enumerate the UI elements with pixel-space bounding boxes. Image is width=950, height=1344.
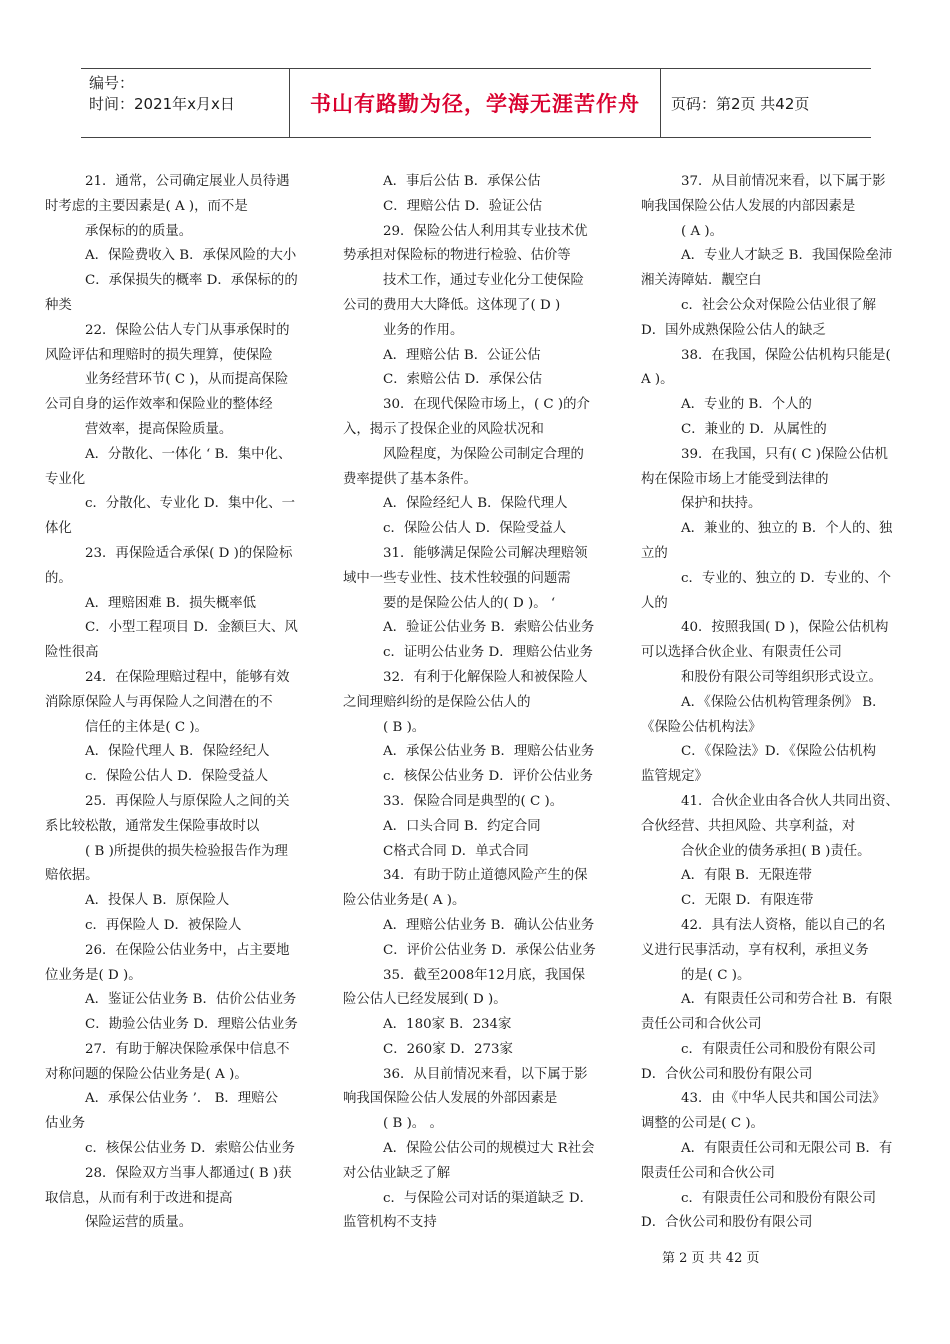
- text-line: A．事后公估 B．承保公估: [383, 174, 541, 189]
- text-line: A．保险经纪人 B．保险代理人: [383, 496, 568, 512]
- text-line: C．评价公估业务 D．承保公估业务: [383, 942, 596, 958]
- text-line: 估业务: [45, 1116, 86, 1132]
- text-line: 21．通常，公司确定展业人员待遇: [85, 174, 290, 189]
- text-line: C．勘验公估业务 D．理赔公估业务: [85, 1017, 298, 1033]
- text-line: A．有限责任公司和劳合社 B．有限: [681, 992, 893, 1008]
- text-line: 种类: [45, 297, 72, 313]
- text-line: 体化: [45, 521, 72, 537]
- text-line: 监管规定》: [641, 769, 708, 785]
- text-line: A．承保公估业务 ’． B．理赔公: [85, 1091, 278, 1107]
- text-line: A．专业的 B．个人的: [681, 397, 812, 413]
- date-label: 时间：2021年x月x日: [89, 95, 235, 113]
- text-line: ( B )。: [383, 719, 426, 735]
- text-line: ( A )。: [681, 223, 724, 239]
- text-line: 业务经营环节( C )，从而提高保险: [85, 372, 289, 388]
- text-line: 时考虑的主要因素是( A )，而不是: [45, 198, 248, 214]
- text-line: 39．在我国，只有( C )保险公估机: [681, 446, 888, 462]
- text-line: c．核保公估业务 D．评价公估业务: [383, 769, 593, 785]
- text-line: 之间理赔纠纷的是保险公估人的: [343, 694, 531, 710]
- text-line: ( B )所提供的损失检验报告作为理: [85, 843, 288, 859]
- text-line: 33．保险合同是典型的( C )。: [383, 793, 564, 809]
- header-motto: 书山有路勤为径，学海无涯苦作舟: [289, 69, 661, 137]
- text-line: A．理赔公估业务 B．确认公估业务: [383, 917, 595, 933]
- text-line: 23．再保险适合承保( D )的保险标: [85, 545, 293, 561]
- text-line: 入，揭示了投保企业的风险状况和: [343, 421, 544, 437]
- text-line: A．有限责任公司和无限公司 B．有: [681, 1141, 893, 1157]
- text-line: 37．从目前情况来看，以下属于影: [681, 174, 886, 189]
- text-line: 业务的作用。: [383, 322, 464, 338]
- text-line: 信任的主体是( C )。: [85, 719, 208, 735]
- text-line: ( B )。 。: [383, 1116, 443, 1132]
- text-line: 势承担对保险标的物进行检验、估价等: [343, 248, 571, 264]
- text-line: 技术工作，通过专业化分工使保险: [383, 273, 584, 289]
- text-line: 风险评估和理赔时的损失理算，使保险: [45, 347, 273, 363]
- text-line: 保险运营的质量。: [85, 1215, 193, 1231]
- text-line: 费率提供了基本条件。: [343, 471, 477, 487]
- header-page-number: 页码：第2页 共42页: [671, 94, 810, 113]
- text-line: A．理赔困难 B．损失概率低: [85, 595, 257, 611]
- text-line: 响我国保险公估人发展的内部因素是: [641, 198, 856, 214]
- text-line: 专业化: [45, 471, 86, 487]
- text-line: 立的: [641, 545, 668, 561]
- text-line: 可以选择合伙企业、有限责任公司: [641, 645, 842, 661]
- text-line: c．社会公众对保险公估业很了解: [681, 297, 876, 313]
- text-line: A．保险公估公司的规模过大 R社会: [383, 1141, 595, 1157]
- text-line: 监管机构不支持: [343, 1215, 437, 1231]
- text-line: 22．保险公估人专门从事承保时的: [85, 322, 290, 338]
- text-line: A．保险代理人 B．保险经纪人: [85, 744, 270, 760]
- text-line: C．260家 D．273家: [383, 1041, 513, 1057]
- text-line: c．保险公估人 D．保险受益人: [383, 521, 567, 537]
- text-line: c．分散化、专业化 D．集中化、一: [85, 496, 295, 512]
- text-line: 取信息，从而有利于改进和提高: [45, 1190, 233, 1206]
- text-line: A )。: [641, 372, 674, 388]
- text-line: 险公估业务是( A )。: [343, 893, 466, 909]
- header-meta: [81, 69, 289, 137]
- text-line: 34．有助于防止道德风险产生的保: [383, 868, 588, 884]
- page-footer: 第 2 页 共 42 页: [662, 1251, 760, 1266]
- text-line: 响我国保险公估人发展的外部因素是: [343, 1091, 558, 1107]
- text-line: 合伙经营、共担风险、共享利益，对: [641, 818, 856, 834]
- text-line: 公司自身的运作效率和保险业的整体经: [45, 397, 273, 413]
- text-line: 40．按照我国( D )，保险公估机构: [681, 620, 889, 636]
- text-line: C．承保损失的概率 D．承保标的的: [85, 273, 298, 289]
- serial-label: 编号：: [89, 74, 135, 92]
- text-line: 要的是保险公估人的( D )。 ‘: [383, 595, 556, 611]
- text-line: 营效率，提高保险质量。: [85, 421, 233, 437]
- text-line: C．理赔公估 D．验证公估: [383, 198, 543, 214]
- text-line: c．有限责任公司和股份有限公司: [681, 1190, 876, 1206]
- text-line: 人的: [641, 595, 668, 611]
- text-line: 25．再保险人与原保险人之间的关: [85, 793, 290, 809]
- text-line: 38．在我国，保险公估机构只能是(: [681, 347, 891, 363]
- text-column-3: [641, 170, 909, 1236]
- text-line: C．《保险法》D．《保险公估机构: [681, 744, 877, 760]
- text-line: 赔依据。: [45, 868, 99, 884]
- text-line: A．兼业的、独立的 B．个人的、独: [681, 521, 893, 537]
- text-line: A．投保人 B．原保险人: [85, 893, 230, 909]
- text-line: 31．能够满足保险公司解决理赔领: [383, 545, 588, 561]
- text-line: 24．在保险理赔过程中，能够有效: [85, 669, 290, 685]
- text-line: C．无限 D．有限连带: [681, 893, 814, 909]
- text-line: A．保险费收入 B．承保风险的大小: [85, 248, 297, 264]
- text-line: 限责任公司和合伙公司: [641, 1165, 775, 1181]
- text-column-2: [343, 170, 611, 1236]
- text-line: D．合伙公司和股份有限公司: [641, 1215, 813, 1231]
- text-line: 41．合伙企业由各合伙人共同出资、: [681, 793, 899, 809]
- text-line: 30．在现代保险市场上，( C )的介: [383, 397, 590, 413]
- page-header: [81, 68, 871, 138]
- text-line: 保护和扶持。: [681, 496, 762, 512]
- text-line: D．合伙公司和股份有限公司: [641, 1066, 813, 1082]
- text-line: A．验证公估业务 B．索赔公估业务: [383, 620, 595, 636]
- text-line: c．再保险人 D．被保险人: [85, 917, 242, 933]
- text-line: 构在保险市场上才能受到法律的: [641, 471, 829, 487]
- text-line: 险公估人已经发展到( D )。: [343, 992, 507, 1008]
- text-line: 义进行民事活动，享有权利，承担义务: [641, 942, 869, 958]
- text-line: 27．有助于解决保险承保中信息不: [85, 1041, 290, 1057]
- text-line: c．保险公估人 D．保险受益人: [85, 769, 269, 785]
- text-line: A．180家 B．234家: [383, 1017, 512, 1033]
- text-line: 公司的费用大大降低。这体现了( D ): [343, 297, 561, 313]
- text-line: 42．具有法人资格，能以自己的名: [681, 917, 886, 933]
- text-line: A．口头合同 B．约定合同: [383, 818, 541, 834]
- text-line: 35．截至2008年12月底，我国保: [383, 967, 586, 983]
- text-line: C．兼业的 D．从属性的: [681, 421, 827, 437]
- text-line: 险性很高: [45, 645, 99, 661]
- text-line: C格式合同 D．单式合同: [383, 843, 529, 859]
- text-line: 承保标的的质量。: [85, 223, 193, 239]
- text-line: 域中一些专业性、技术性较强的问题需: [343, 570, 571, 586]
- text-line: 位业务是( D )。: [45, 967, 142, 983]
- text-line: 32．有利于化解保险人和被保险人: [383, 669, 588, 685]
- text-line: 的是( C )。: [681, 967, 751, 983]
- text-line: 对称问题的保险公估业务是( A )。: [45, 1066, 248, 1082]
- text-line: c．专业的、独立的 D．专业的、个: [681, 570, 891, 586]
- text-line: 责任公司和合伙公司: [641, 1017, 762, 1033]
- text-line: 26．在保险公估业务中，占主要地: [85, 942, 290, 958]
- text-line: C．索赔公估 D．承保公估: [383, 372, 543, 388]
- text-line: 合伙企业的债务承担( B )责任。: [681, 843, 871, 859]
- text-line: A．有限 B．无限连带: [681, 868, 812, 884]
- text-column-1: [45, 170, 313, 1236]
- text-line: 调整的公司是( C )。: [641, 1116, 764, 1132]
- text-line: A．《保险公估机构管理条例》 B．: [681, 694, 886, 710]
- text-line: 28．保险双方当事人都通过( B )获: [85, 1165, 292, 1181]
- text-line: 系比较松散，通常发生保险事故时以: [45, 818, 260, 834]
- text-line: A．专业人才缺乏 B．我国保险垒沛: [681, 248, 893, 264]
- text-line: D．国外成熟保险公估人的缺乏: [641, 322, 826, 338]
- text-line: 29．保险公估人利用其专业技术优: [383, 223, 588, 239]
- text-line: c．证明公估业务 D．理赔公估业务: [383, 645, 593, 661]
- text-line: c．与保险公司对话的渠道缺乏 D．: [383, 1190, 593, 1206]
- text-line: 和股份有限公司等组织形式设立。: [681, 669, 882, 685]
- text-line: 《保险公估机构法》: [641, 719, 762, 735]
- text-line: A．分散化、一体化 ‘ B．集中化、: [85, 446, 292, 462]
- text-line: A．鉴证公估业务 B．估价公估业务: [85, 992, 297, 1008]
- text-line: 消除原保险人与再保险人之间潜在的不: [45, 694, 273, 710]
- text-line: A．承保公估业务 B．理赔公估业务: [383, 744, 595, 760]
- text-line: 对公估业缺乏了解: [343, 1165, 451, 1181]
- text-line: A．理赔公估 B．公证公估: [383, 347, 541, 363]
- text-line: 的。: [45, 570, 72, 586]
- text-line: 风险程度，为保险公司制定合理的: [383, 446, 584, 462]
- text-line: 43．由《中华人民共和国公司法》: [681, 1091, 886, 1107]
- text-line: c．核保公估业务 D．索赔公估业务: [85, 1141, 295, 1157]
- text-line: c．有限责任公司和股份有限公司: [681, 1041, 876, 1057]
- text-line: C．小型工程项目 D．金额巨大、风: [85, 620, 298, 636]
- text-line: 湘关涛障姑．觏空白: [641, 273, 762, 289]
- text-line: 36．从目前情况来看，以下属于影: [383, 1066, 588, 1082]
